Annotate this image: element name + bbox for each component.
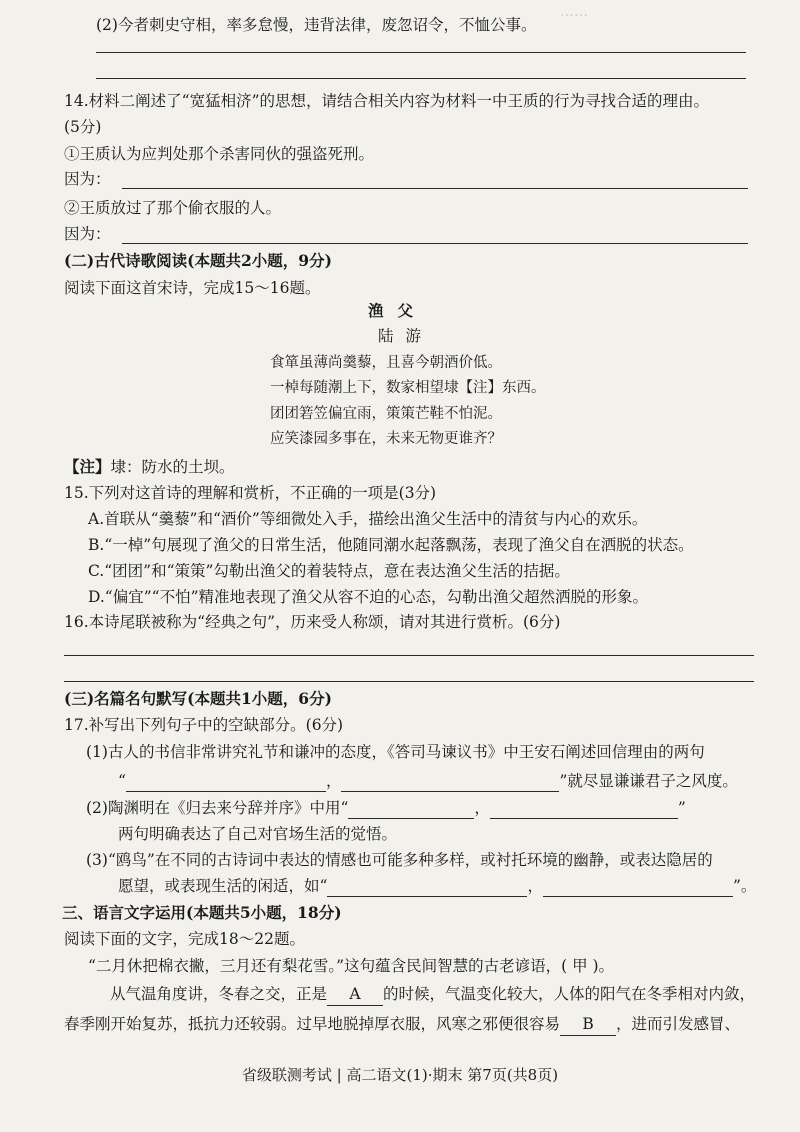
answer-line[interactable] (96, 78, 746, 79)
passage-line-2-a: 从气温角度讲，冬春之交，正是 (110, 985, 328, 1003)
answer-line[interactable] (122, 188, 748, 189)
answer-line[interactable] (122, 243, 748, 244)
q14-item-2: ②王质放过了那个偷衣服的人。 (64, 199, 282, 217)
q15-option-c[interactable]: C.“团团”和“策策”勾勒出渔父的着装特点，意在表达渔父生活的拮据。 (88, 562, 570, 580)
poem-line-3: 团团箬笠偏宜雨，策策芒鞋不怕泥。 (270, 406, 502, 422)
passage-line-2 (110, 983, 755, 1006)
q17-item-2 (86, 797, 686, 819)
q17-item-3: (3)“鸥鸟”在不同的古诗词中表达的情感也可能多种多样，或衬托环境的幽静，或表达隐居的 (86, 851, 713, 869)
answer-line[interactable] (96, 52, 746, 53)
comma: ， (527, 877, 543, 895)
poem-line-2: 一棹每随潮上下，数家相望埭【注】东西。 (270, 380, 546, 396)
close-quote: ” (677, 799, 686, 817)
q17-item-2-tail: 两句明确表达了自己对官场生活的觉悟。 (118, 825, 398, 843)
open-quote: “ (118, 772, 126, 790)
poem-line-4: 应笑漆园多事在，未来无物更谁齐？ (270, 431, 502, 447)
section-3-heading: (三)名篇名句默写(本题共1小题，6分) (64, 689, 332, 708)
poem-note-text: 埭：防水的土坝。 (110, 458, 235, 476)
q17-item-1-blanks (118, 770, 738, 792)
q17-item-2-head: (2)陶渊明在《归去来兮辞并序》中用“ (86, 799, 349, 817)
q14-because-label-2: 因为： (64, 225, 111, 243)
passage-line-1 (88, 955, 614, 977)
q17-item-3-line2 (118, 875, 756, 897)
part3-instruction: 阅读下面的文字，完成18～22题。 (64, 930, 305, 948)
comma: ， (325, 772, 342, 790)
comma: ， (474, 799, 490, 817)
q17-item-3-head: 愿望，或表现生活的闲适，如“ (118, 877, 328, 895)
q15-option-b[interactable]: B.“一棹”句展现了渔父的日常生活，他随同潮水起落飘荡，表现了渔父自在洒脱的状态。 (88, 536, 694, 554)
blank-b[interactable]: B (560, 1013, 616, 1036)
q14-stem: 14.材料二阐述了“宽猛相济”的思想，请结合相关内容为材料一中王质的行为寻找合适的理由。 (64, 92, 710, 110)
q17-blank-5[interactable] (327, 878, 527, 897)
poem-note-label: 【注】 (64, 457, 111, 476)
page-footer: 省级联测考试 | 高二语文(1)·期末 第7页(共8页) (241, 1066, 559, 1084)
q14-because-label-1: 因为： (64, 170, 111, 188)
passage-line-3-a: 春季刚开始复苏，抵抗力还较弱。过早地脱掉厚衣服，风寒之邪便很容易 (64, 1015, 561, 1033)
section-2-instruction: 阅读下面这首宋诗，完成15～16题。 (64, 279, 321, 297)
q17-blank-1[interactable] (126, 773, 326, 792)
passage-line-3-b: ，进而引发感冒、 (616, 1015, 741, 1033)
poem-note (64, 456, 235, 478)
q17-stem: 17.补写出下列句子中的空缺部分。(6分) (64, 716, 344, 734)
q15-stem: 15.下列对这首诗的理解和赏析，不正确的一项是(3分) (64, 484, 437, 502)
section-2-heading: (二)古代诗歌阅读(本题共2小题，9分) (64, 251, 332, 270)
q17-item-1-tail: ”就尽显谦谦君子之风度。 (559, 772, 738, 790)
bleed-through-text: …… (560, 4, 588, 20)
passage-line-3 (64, 1013, 740, 1036)
section-3-main-heading: 三、语言文字运用(本题共5小题，18分) (62, 903, 342, 922)
passage-line-2-b: 的时候，气温变化较大，人体的阳气在冬季相对内敛， (383, 985, 756, 1003)
q16-stem: 16.本诗尾联被称为“经典之句”，历来受人称颂，请对其进行赏析。(6分) (64, 613, 561, 631)
passage-line-1-text: “二月休把棉衣撇，三月还有梨花雪。”这句蕴含民间智慧的古老谚语， (88, 957, 562, 975)
q13-item-2: (2)今者刺史守相，率多怠慢，违背法律，废忽诏令，不恤公事。 (96, 16, 537, 34)
q17-blank-4[interactable] (490, 800, 678, 819)
answer-line[interactable] (64, 655, 754, 656)
q17-blank-3[interactable] (348, 800, 474, 819)
poem-title: 渔父 (368, 301, 428, 320)
answer-line[interactable] (64, 681, 754, 682)
blank-a[interactable]: A (327, 983, 383, 1006)
close-quote-period: ”。 (732, 877, 757, 895)
q15-option-d[interactable]: D.“偏宜”“不怕”精准地表现了渔父从容不迫的心态，勾勒出渔父超然洒脱的形象。 (88, 588, 649, 606)
poem-author: 陆游 (378, 327, 434, 345)
poem-line-1: 食箪虽薄尚羹藜，且喜今朝酒价低。 (270, 355, 502, 371)
q17-item-1: (1)古人的书信非常讲究礼节和谦冲的态度，《答司马谏议书》中王安石阐述回信理由的两句 (86, 743, 705, 761)
q17-blank-6[interactable] (543, 878, 733, 897)
q15-option-a[interactable]: A.首联从“羹藜”和“酒价”等细微处入手，描绘出渔父生活中的清贫与内心的欢乐。 (88, 510, 648, 528)
q14-points: (5分) (64, 118, 102, 136)
q14-item-1: ①王质认为应判处那个杀害同伙的强盗死刑。 (64, 145, 375, 163)
q17-blank-2[interactable] (341, 773, 559, 792)
blank-jia[interactable]: ( 甲 )。 (561, 957, 615, 975)
